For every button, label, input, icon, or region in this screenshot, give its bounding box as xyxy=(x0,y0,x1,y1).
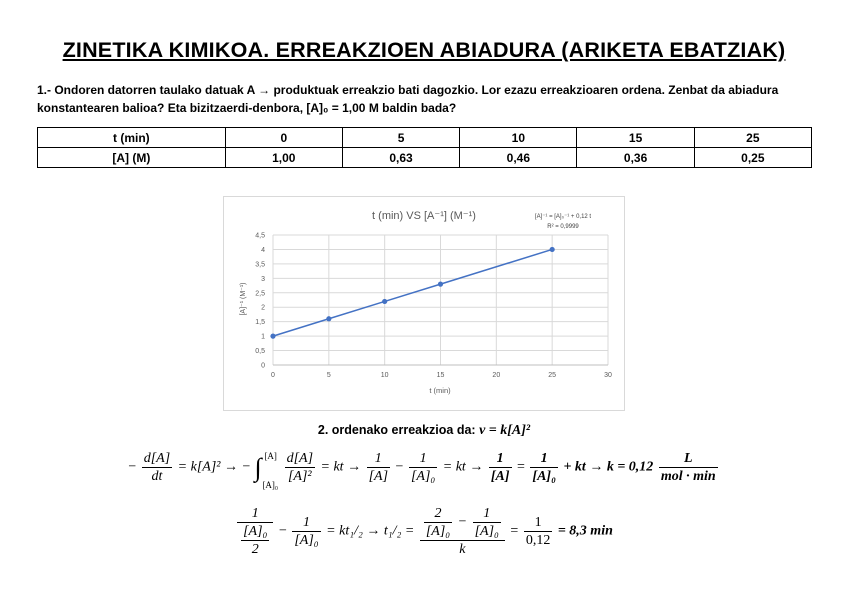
eq-text: 1 xyxy=(524,514,553,532)
grid xyxy=(273,235,608,365)
eq-text: 1 xyxy=(409,450,437,468)
eq-text: [A]₀ xyxy=(243,524,268,539)
chart-frame xyxy=(223,196,625,411)
fraction xyxy=(142,450,172,485)
eq-text: − xyxy=(395,459,404,475)
equation-half-life xyxy=(0,505,848,558)
eq-text: [A]₀ xyxy=(410,469,436,484)
integral-sign: ∫ [A]₀ [A] xyxy=(254,450,279,490)
answer-line xyxy=(0,423,848,439)
fraction xyxy=(473,505,501,540)
table-cell: [A] (M) xyxy=(38,148,226,168)
y-tick-label: 0 xyxy=(261,362,265,370)
eq-text: 1 xyxy=(530,450,558,468)
table-row xyxy=(38,148,812,168)
eq-text: [A]² xyxy=(287,469,312,484)
y-tick-label: 1,5 xyxy=(255,319,265,327)
eq-text: [A] xyxy=(264,450,277,461)
eq-text: = xyxy=(517,459,525,475)
nested-fraction xyxy=(237,523,273,558)
eq-text: = xyxy=(510,523,519,539)
eq-text: − xyxy=(128,459,137,475)
eq-text: = kt → xyxy=(320,459,362,475)
data-point xyxy=(438,282,443,287)
line-chart xyxy=(224,197,624,410)
table-row xyxy=(38,128,812,148)
eq-text: = k[A]² → − xyxy=(177,459,251,475)
y-tick-label: 4 xyxy=(261,246,265,254)
eq-text: mol · min xyxy=(660,469,716,484)
eq-text: 1 xyxy=(367,450,390,468)
x-tick-label: 20 xyxy=(492,372,501,379)
fraction xyxy=(530,450,558,485)
rate-law: v = k[A]² xyxy=(479,423,531,438)
answer-label: 2. ordenako erreakzioa da: xyxy=(317,423,476,437)
fraction xyxy=(367,450,390,485)
eq-text: 1 xyxy=(473,505,501,523)
data-table xyxy=(37,127,812,168)
x-tick-label: 25 xyxy=(548,372,557,379)
table-cell: 0,25 xyxy=(694,148,811,168)
y-tick-label: 4,5 xyxy=(255,232,265,240)
table-cell: 0,36 xyxy=(577,148,694,168)
eq-text: 1 xyxy=(292,514,320,532)
eq-text: 2 xyxy=(424,505,452,523)
fraction xyxy=(292,514,320,549)
fraction xyxy=(524,514,553,549)
eq-text: [A]₀ xyxy=(474,524,499,539)
data-point xyxy=(270,334,275,339)
eq-text: dt xyxy=(151,469,163,484)
table-cell: 5 xyxy=(342,128,459,148)
chart-title: t (min) VS [A⁻¹] (M⁻¹) xyxy=(372,210,476,222)
eq-text: = kt₁/₂ → t₁/₂ = xyxy=(326,523,415,539)
fraction xyxy=(659,450,718,485)
table-cell: 25 xyxy=(694,128,811,148)
fraction xyxy=(409,450,437,485)
eq-text: − xyxy=(278,523,287,539)
fraction xyxy=(241,523,269,558)
fraction xyxy=(237,505,273,558)
table-cell: 1,00 xyxy=(225,148,342,168)
eq-text: k xyxy=(459,542,466,557)
x-tick-label: 0 xyxy=(271,372,275,379)
y-tick-label: 0,5 xyxy=(255,348,265,356)
y-axis-label: [A]⁻¹ (M⁻¹) xyxy=(240,282,247,316)
eq-text: L xyxy=(659,450,718,468)
y-tick-label: 2 xyxy=(261,304,265,312)
table-cell: 10 xyxy=(460,128,577,148)
y-tick-label: 1 xyxy=(261,333,265,341)
eq-text: [A] xyxy=(368,469,389,484)
table-cell: 15 xyxy=(577,128,694,148)
eq-text: − xyxy=(457,514,468,530)
eq-text: 2 xyxy=(251,542,259,557)
eq-text: 1 xyxy=(489,450,512,468)
table-cell: 0,46 xyxy=(460,148,577,168)
eq-text: 1 xyxy=(237,505,273,523)
fraction-numerator xyxy=(420,505,505,541)
data-point xyxy=(382,299,387,304)
x-tick-label: 10 xyxy=(380,372,389,379)
equation-integration xyxy=(0,450,848,490)
page-title: ZINETIKA KIMIKOA. ERREAKZIOEN ABIADURA (ARIKETA EBATZIAK) xyxy=(62,38,786,62)
table-cell: t (min) xyxy=(38,128,226,148)
tick-labels xyxy=(255,233,612,380)
x-tick-label: 15 xyxy=(436,372,445,379)
data-point xyxy=(550,247,555,252)
eq-text: d[A] xyxy=(143,451,171,466)
r-squared-label: R² = 0,9999 xyxy=(547,224,579,230)
eq-text: d[A] xyxy=(286,451,314,466)
question-text: 1.- Ondoren datorren taulako datuak A → produktuak erreakzio bati dagozkio. Lor ezazu erreakzioaren ordena. Zenbat da abiadura konstantearen balioa? Eta bizitzaerdi-denbora, [A]₀ = 1,00 M baldin bada? xyxy=(37,83,779,115)
fraction xyxy=(285,450,315,485)
eq-text: = kt → xyxy=(442,459,484,475)
x-tick-label: 5 xyxy=(326,372,331,379)
x-axis-label: t (min) xyxy=(429,386,451,395)
eq-text: = 8,3 min xyxy=(557,523,613,539)
y-tick-label: 3,5 xyxy=(255,261,265,269)
eq-text: [A]₀ xyxy=(294,533,319,548)
table-cell: 0,63 xyxy=(342,148,459,168)
eq-text: [A] xyxy=(490,469,510,484)
eq-text: + kt → k = 0,12 xyxy=(563,459,654,475)
y-tick-label: 3 xyxy=(261,275,265,283)
x-tick-label: 30 xyxy=(604,372,612,379)
fraction xyxy=(424,505,452,540)
table-cell: 0 xyxy=(225,128,342,148)
data-point xyxy=(326,316,331,321)
fraction xyxy=(420,505,505,558)
fraction xyxy=(489,450,512,485)
trendline-equation: [A]⁻¹ = [A]₀⁻¹ + 0,12 t xyxy=(534,214,592,220)
y-tick-label: 2,5 xyxy=(255,290,265,298)
eq-text: 0,12 xyxy=(525,533,551,548)
eq-text: [A]₀ xyxy=(425,524,451,539)
eq-text: [A]₀ xyxy=(532,469,556,484)
eq-text: [A]₀ xyxy=(262,479,279,490)
